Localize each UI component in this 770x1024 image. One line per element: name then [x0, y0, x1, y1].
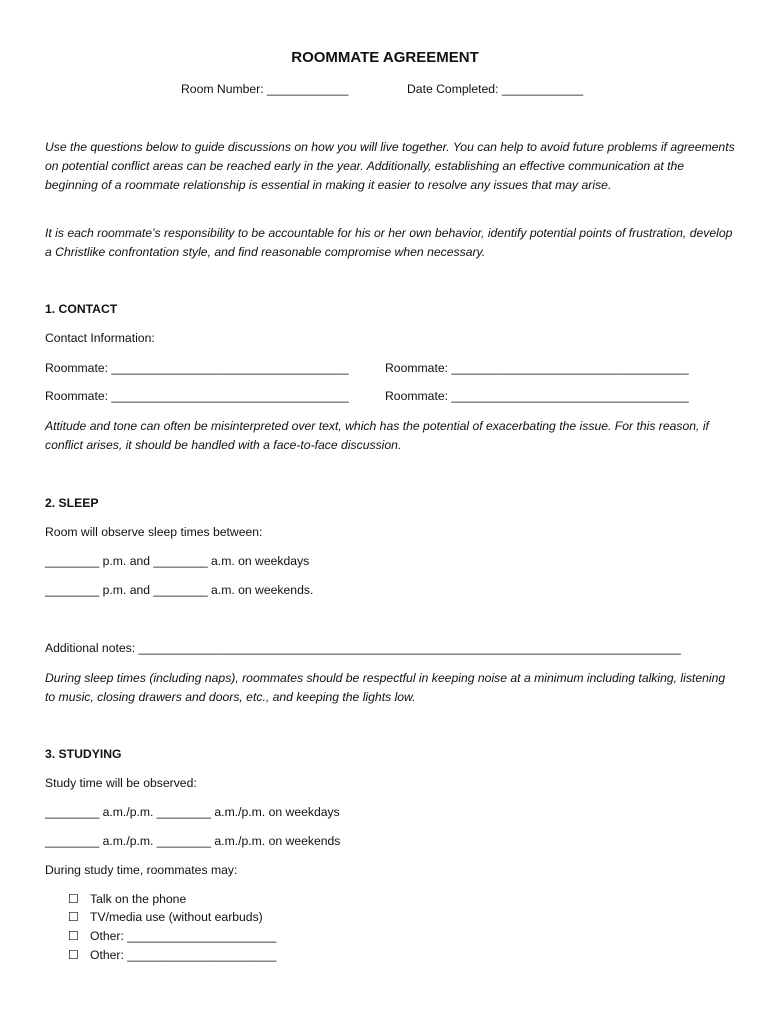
sleep-weekdays: ________ p.m. and ________ a.m. on weekdays: [45, 554, 310, 568]
study-option-label: Talk on the phone: [90, 892, 187, 906]
study-option-4: [68, 948, 276, 962]
date-completed-field: Date Completed: ____________: [407, 82, 584, 96]
study-option-1: [68, 892, 186, 906]
checkbox-icon: ☐: [68, 929, 79, 943]
checkbox-icon: ☐: [68, 948, 79, 962]
room-number-field: Room Number: ____________: [181, 82, 349, 96]
study-weekends: ________ a.m./p.m. ________ a.m./p.m. on weekends: [45, 834, 341, 848]
sleep-note: During sleep times (including naps), roommates should be respectful in keeping noise at a minimum including talking, listening to music, closing drawers and doors, etc., and keeping the lights low.: [45, 671, 726, 704]
study-option-label: Other: ______________________: [90, 929, 277, 943]
contact-label: Contact Information:: [45, 331, 155, 345]
sleep-additional-notes: Additional notes: ________________________________________________________________________________: [45, 641, 681, 655]
sleep-label: Room will observe sleep times between:: [45, 525, 263, 539]
study-label: Study time will be observed:: [45, 776, 197, 790]
study-option-3: [68, 929, 276, 943]
sleep-weekends: ________ p.m. and ________ a.m. on weekends.: [45, 583, 314, 597]
responsibility-paragraph: It is each roommate’s responsibility to be accountable for his or her own behavior, identify potential points of frustration, develop a Christlike confrontation style, and find reasonable compromise when necessary.: [45, 226, 733, 259]
sleep-heading: 2. SLEEP: [45, 496, 99, 510]
contact-note: Attitude and tone can often be misinterpreted over text, which has the potential of exacerbating the issue. For this reason, if conflict arises, it should be handled with a face-to-face discussion.: [45, 419, 709, 452]
study-may-label: During study time, roommates may:: [45, 863, 238, 877]
study-option-2: [68, 910, 263, 924]
roommate-field-3: Roommate: ___________________________________: [45, 389, 349, 403]
contact-heading: 1. CONTACT: [45, 302, 118, 316]
study-option-label: Other: ______________________: [90, 948, 277, 962]
intro-paragraph: Use the questions below to guide discussions on how you will live together. You can help to avoid future problems if agreements on potential conflict areas can be reached early in the year. Additionally, establishing an effective communication at the beginning of a roommate relationship is essential in making it easier to resolve any issues that may arise.: [45, 140, 735, 192]
roommate-field-2: Roommate: ___________________________________: [385, 361, 689, 375]
checkbox-icon: ☐: [68, 892, 79, 906]
study-weekdays: ________ a.m./p.m. ________ a.m./p.m. on weekdays: [45, 805, 340, 819]
study-option-label: TV/media use (without earbuds): [90, 910, 263, 924]
roommate-field-1: Roommate: ___________________________________: [45, 361, 349, 375]
document-title: ROOMMATE AGREEMENT: [291, 49, 479, 66]
roommate-field-4: Roommate: ___________________________________: [385, 389, 689, 403]
studying-heading: 3. STUDYING: [45, 747, 122, 761]
checkbox-icon: ☐: [68, 910, 79, 924]
